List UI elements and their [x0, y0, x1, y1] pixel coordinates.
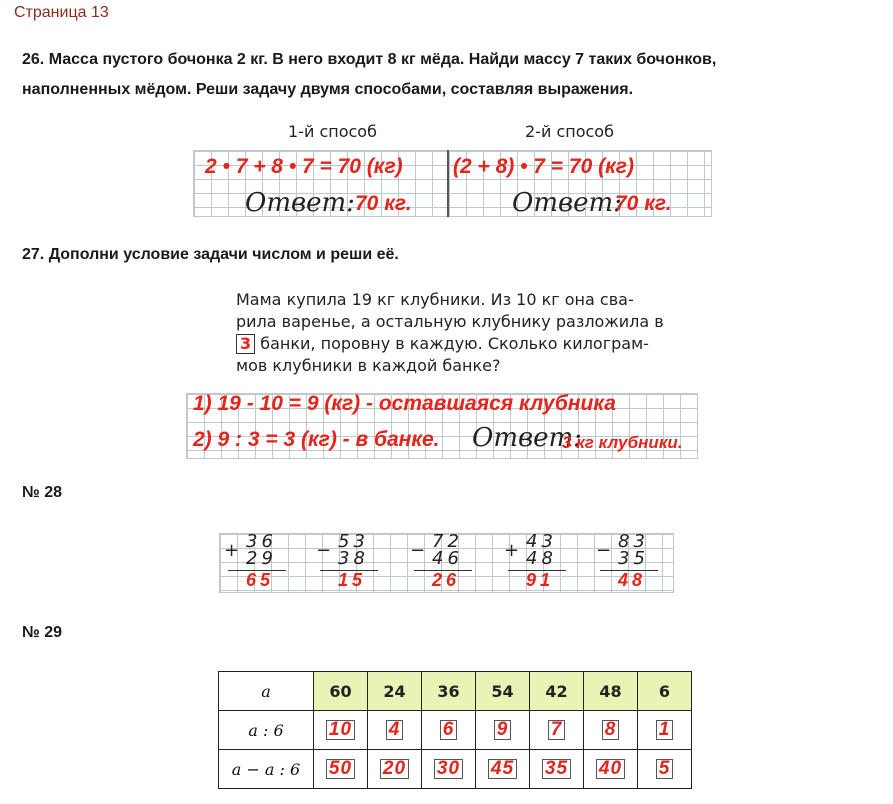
- problem-line3-text: банки, поровну в каждую. Сколько килограм-: [260, 334, 649, 353]
- task-27-problem: [236, 289, 696, 377]
- method2-expression: (2 + 8) • 7 = 70 (кг): [453, 155, 634, 178]
- column-top-number: 83: [618, 531, 649, 552]
- problem-line3: [236, 333, 696, 355]
- task-29-table: [218, 671, 692, 789]
- method-divider: [447, 150, 449, 217]
- column-bottom-number: 35: [618, 548, 649, 569]
- task-27-answer: 3 кг клубники.: [562, 433, 683, 452]
- row-a: [219, 672, 692, 711]
- div-cell: [476, 711, 530, 750]
- row-sub-header: a − a : 6: [219, 750, 314, 789]
- page-title: Страница 13: [14, 4, 109, 21]
- task-26-text: [22, 45, 716, 105]
- div-result: 1: [656, 720, 674, 740]
- sub-result: 40: [596, 759, 625, 779]
- div-result: 10: [326, 720, 355, 740]
- sub-result: 35: [542, 759, 571, 779]
- column-top-number: 36: [246, 531, 277, 552]
- div-result: 7: [548, 720, 566, 740]
- method2-answer-word: Ответ:: [512, 188, 622, 218]
- column-top-number: 53: [338, 531, 369, 552]
- method2-answer: 70 кг.: [615, 192, 672, 215]
- div-result: 6: [440, 720, 458, 740]
- solution-step2: 2) 9 : 3 = 3 (кг) - в банке.: [193, 428, 440, 451]
- column-operator: +: [504, 540, 520, 561]
- sub-cell: [530, 750, 584, 789]
- sub-result: 45: [488, 759, 517, 779]
- method1-expression: 2 • 7 + 8 • 7 = 70 (кг): [205, 155, 403, 178]
- sub-cell: [584, 750, 638, 789]
- column-operator: −: [596, 540, 612, 561]
- row-div: [219, 711, 692, 750]
- row-sub: [219, 750, 692, 789]
- method1-answer-word: Ответ:: [245, 188, 355, 218]
- value-cell: 24: [368, 672, 422, 711]
- problem-line1: Мама купила 19 кг клубники. Из 10 кг она сва-: [236, 290, 634, 309]
- value-cell: 36: [422, 672, 476, 711]
- method2-label: 2-й способ: [525, 122, 614, 141]
- div-cell: [530, 711, 584, 750]
- row-a-header: a: [219, 672, 314, 711]
- sub-cell: [638, 750, 692, 789]
- sub-cell: [314, 750, 368, 789]
- method1-label: 1-й способ: [288, 122, 377, 141]
- div-result: 8: [602, 720, 620, 740]
- column-top-number: 72: [432, 531, 463, 552]
- div-cell: [314, 711, 368, 750]
- div-result: 4: [386, 720, 404, 740]
- task-28-label: № 28: [22, 484, 63, 501]
- column-bottom-number: 38: [338, 548, 369, 569]
- value-cell: 42: [530, 672, 584, 711]
- column-top-number: 43: [526, 531, 557, 552]
- column-operator: −: [410, 540, 426, 561]
- column-operator: +: [224, 540, 240, 561]
- sub-cell: [422, 750, 476, 789]
- row-div-header: a : 6: [219, 711, 314, 750]
- value-cell: 60: [314, 672, 368, 711]
- div-result: 9: [494, 720, 512, 740]
- solution-step1: 1) 19 - 10 = 9 (кг) - оставшаяся клубника: [193, 392, 616, 415]
- problem-line4: мов клубники в каждой банке?: [236, 356, 501, 375]
- div-cell: [368, 711, 422, 750]
- task-26-line2: наполненных мёдом. Реши задачу двумя способами, составляя выражения.: [22, 81, 634, 98]
- column-result: 48: [618, 570, 647, 590]
- task-29-label: № 29: [22, 624, 63, 641]
- sub-result: 20: [380, 759, 409, 779]
- problem-line2: рила варенье, а остальную клубнику разложила в: [236, 312, 664, 331]
- sub-result: 5: [656, 759, 674, 779]
- column-bottom-number: 48: [526, 548, 557, 569]
- sub-cell: [368, 750, 422, 789]
- column-bottom-number: 46: [432, 548, 463, 569]
- sub-result: 50: [326, 759, 355, 779]
- column-operator: −: [316, 540, 332, 561]
- value-cell: 48: [584, 672, 638, 711]
- div-cell: [422, 711, 476, 750]
- div-cell: [584, 711, 638, 750]
- column-result: 91: [526, 570, 555, 590]
- task-27-text: 27. Дополни условие задачи числом и реши её.: [22, 246, 399, 263]
- problem-filled-number: 3: [236, 334, 255, 354]
- column-bottom-number: 29: [246, 548, 277, 569]
- column-result: 15: [338, 570, 367, 590]
- value-cell: 54: [476, 672, 530, 711]
- sub-result: 30: [434, 759, 463, 779]
- task-27-answer-word: Ответ:: [472, 423, 582, 453]
- column-result: 26: [432, 570, 461, 590]
- task-26-line1: 26. Масса пустого бочонка 2 кг. В него входит 8 кг мёда. Найди массу 7 таких бочонков,: [22, 51, 717, 68]
- div-cell: [638, 711, 692, 750]
- method1-answer: 70 кг.: [355, 192, 412, 215]
- sub-cell: [476, 750, 530, 789]
- column-result: 65: [246, 570, 275, 590]
- value-cell: 6: [638, 672, 692, 711]
